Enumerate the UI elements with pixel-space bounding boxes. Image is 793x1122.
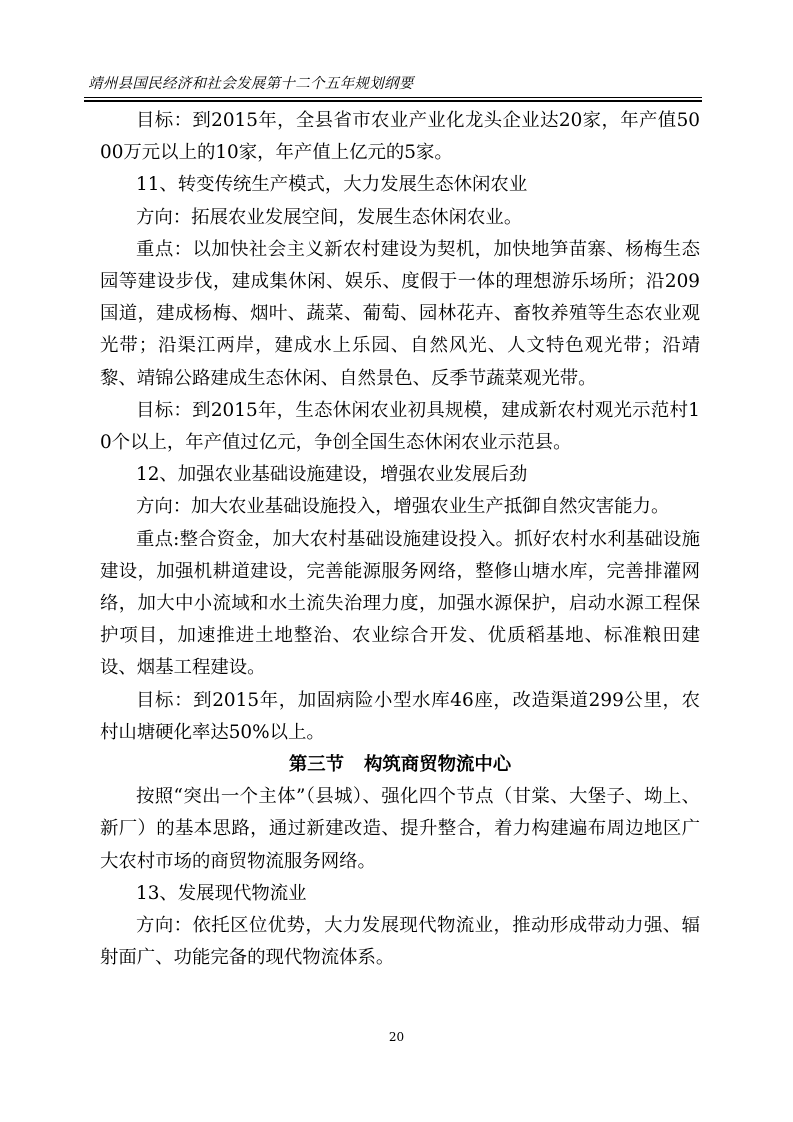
section-number: 第三节 [288,754,345,776]
heading-item-11: 11、转变传统生产模式，大力发展生态休闲农业 [136,174,528,196]
page-number: 20 [388,1030,405,1044]
header-rule-thick [84,100,702,102]
running-header: 靖州县国民经济和社会发展第十二个五年规划纲要 [88,76,414,92]
focus-paragraph-infrastructure: 重点:整合资金，加大农村基础设施建设投入。抓好农村水利基础设施建设，加强机耕道建设，完善能源服务网络，整修山塘水库，完善排灌网络，加大中小流域和水土流失治理力度，加强水源保护，启动水源工程保护项目，加速推进土地整治、农业综合开发、优质稻基地、标准粮田建设、烟基工程建设。 [100,528,700,679]
target-paragraph-eco-leisure: 目标：到2015年，生态休闲农业初具规模，建成新农村观光示范村10个以上，年产值过亿元，争创全国生态休闲农业示范县。 [100,399,700,454]
direction-paragraph-infrastructure: 方向：加大农业基础设施投入，增强农业生产抵御自然灾害能力。 [136,496,670,518]
target-paragraph-leading-enterprises: 目标：到2015年，全县省市农业产业化龙头企业达20家，年产值5000万元以上的10家，年产值上亿元的5家。 [100,110,700,164]
section-title: 构筑商贸物流中心 [364,754,512,776]
direction-paragraph-logistics: 方向：依托区位优势，大力发展现代物流业，推动形成带动力强、辐射面广、功能完备的现代物流体系。 [100,915,700,969]
header-rule-thin [84,97,702,98]
section-intro-paragraph: 按照“突出一个主体”（县城）、强化四个节点（甘棠、大堡子、坳上、新厂）的基本思路，通过新建改造、提升整合，着力构建遍布周边地区广大农村市场的商贸物流服务网络。 [100,786,700,872]
heading-item-13: 13、发展现代物流业 [136,882,307,904]
direction-paragraph-eco-leisure: 方向：拓展农业发展空间，发展生态休闲农业。 [136,206,523,228]
heading-item-12: 12、加强农业基础设施建设，增强农业发展后劲 [136,464,528,486]
page-body [100,105,700,974]
target-paragraph-infrastructure: 目标：到2015年，加固病险小型水库46座，改造渠道299公里，农村山塘硬化率达50%以上。 [100,689,700,743]
focus-paragraph-eco-leisure: 重点：以加快社会主义新农村建设为契机，加快地笋苗寨、杨梅生态园等建设步伐，建成集休闲、娱乐、度假于一体的理想游乐场所；沿209国道，建成杨梅、烟叶、蔬菜、葡萄、园林花卉、畜牧养殖等生态农业观光带；沿渠江两岸，建成水上乐园、自然风光、人文特色观光带；沿靖黎、靖锦公路建成生态休闲、自然景色、反季节蔬菜观光带。 [100,238,700,389]
section-heading [100,749,700,781]
